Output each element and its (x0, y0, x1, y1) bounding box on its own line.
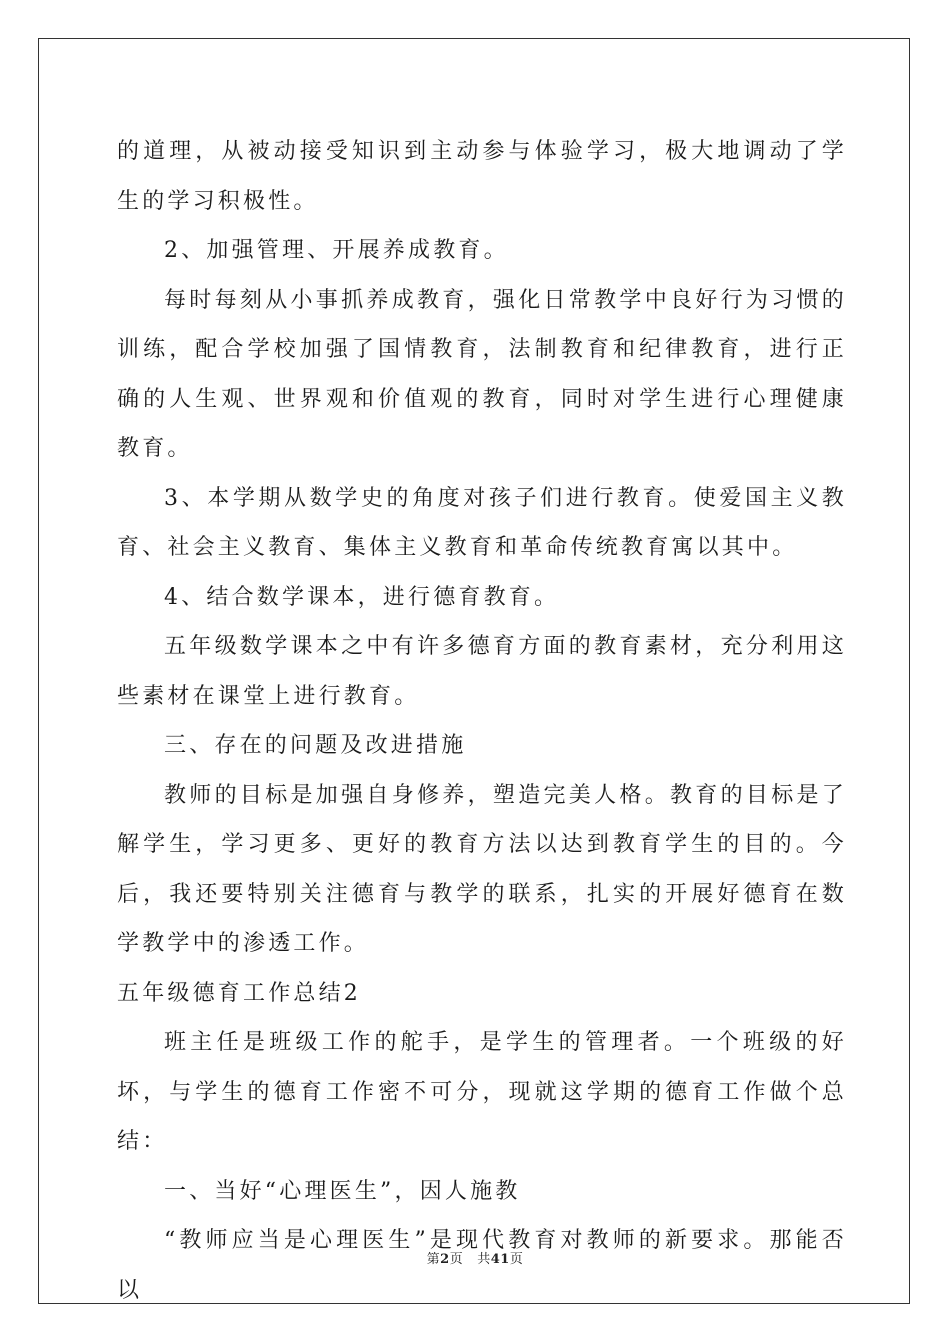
paragraph-8: 班主任是班级工作的舵手，是学生的管理者。一个班级的好坏，与学生的德育工作密不可分，现就这学期的德育工作做个总结： (117, 1030, 847, 1154)
article-title: 五年级德育工作总结2 (117, 980, 361, 1006)
page-number: 2 (440, 1252, 450, 1267)
paragraph-4: 3、本学期从数学史的角度对孩子们进行教育。使爱国主义教育、社会主义教育、集体主义教育和革命传统教育寓以其中。 (117, 485, 847, 560)
page-label-prefix: 第 (426, 1252, 441, 1267)
paragraph-6: 五年级数学课本之中有许多德育方面的教育素材，充分利用这些素材在课堂上进行教育。 (117, 634, 847, 709)
section-heading-3: 三、存在的问题及改进措施 (164, 733, 467, 758)
document-body (117, 127, 847, 1315)
paragraph-5: 4、结合数学课本，进行德育教育。 (164, 584, 560, 610)
section-heading-1: 一、当好“心理医生”，因人施教 (164, 1178, 521, 1204)
paragraph-9: “教师应当是心理医生”是现代教育对教师的新要求。那能否以 (117, 1228, 847, 1303)
paragraph-2: 2、加强管理、开展养成教育。 (164, 238, 509, 263)
paragraph-3: 每时每刻从小事抓养成教育，强化日常教学中良好行为习惯的训练，配合学校加强了国情教育，法制教育和纪律教育，进行正确的人生观、世界观和价值观的教育，同时对学生进行心理健康教育。 (117, 287, 847, 461)
total-label-prefix: 共 (477, 1252, 491, 1267)
total-pages: 41 (490, 1252, 510, 1267)
total-label-suffix: 页 (509, 1252, 524, 1267)
paragraph-7: 教师的目标是加强自身修养，塑造完美人格。教育的目标是了解学生，学习更多、更好的教育方法以达到教育学生的目的。今后，我还要特别关注德育与教学的联系，扎实的开展好德育在数学教学中的渗透工作。 (117, 782, 847, 956)
paragraph-1: 的道理，从被动接受知识到主动参与体验学习，极大地调动了学生的学习积极性。 (117, 139, 847, 214)
page-footer (0, 1248, 950, 1267)
page-label-suffix: 页 (449, 1252, 464, 1267)
